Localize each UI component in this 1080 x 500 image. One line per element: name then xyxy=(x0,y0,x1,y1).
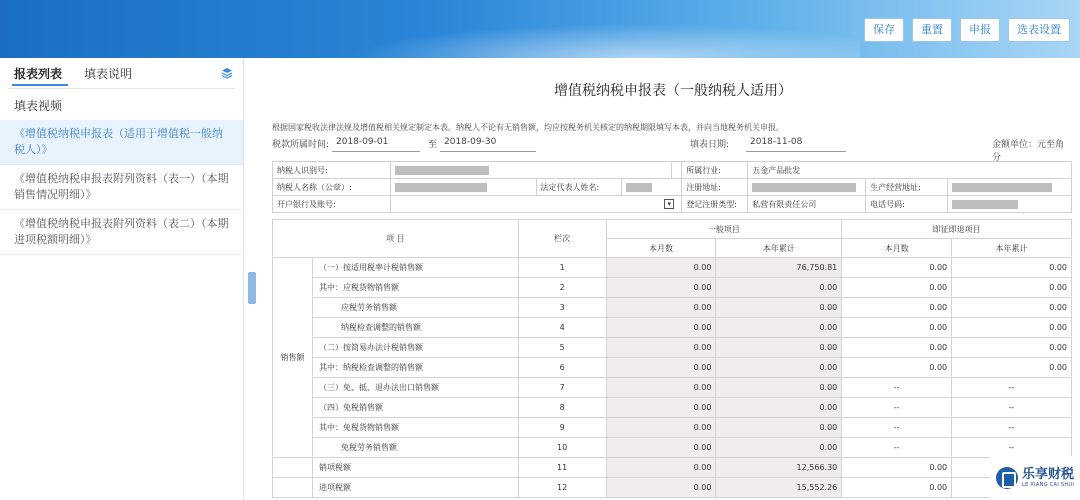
fill-date-underline xyxy=(746,151,846,152)
banner-decoration xyxy=(300,18,860,58)
row-item-label: 应税劳务销售额 xyxy=(312,298,518,318)
fill-date-label: 填表日期: xyxy=(690,140,730,150)
unit-label: 金额单位：元至角分 xyxy=(992,140,1065,163)
refund-month-value: -- xyxy=(842,398,952,418)
refund-year-value: -- xyxy=(952,398,1072,418)
row-category-blank xyxy=(273,478,313,498)
row-seq: 11 xyxy=(518,458,606,478)
header-general: 一般项目 xyxy=(606,220,842,239)
sidebar-tabs xyxy=(0,58,243,88)
brand-pinyin: LE XIANG CAI SHUI xyxy=(1022,482,1075,488)
refund-month-value[interactable]: 0.00 xyxy=(842,458,952,478)
general-month-value[interactable]: 0.00 xyxy=(606,438,716,458)
taxpayer-id-label: 纳税人识别号: xyxy=(273,162,391,179)
taxpayer-name-label: 纳税人名称（公章）: xyxy=(273,179,391,196)
brand-logo-icon xyxy=(996,467,1018,489)
refund-month-value[interactable]: 0.00 xyxy=(842,338,952,358)
refund-year-value: -- xyxy=(952,438,1072,458)
general-year-value: 15,552.26 xyxy=(716,478,842,498)
row-seq: 4 xyxy=(518,318,606,338)
header-general-month: 本月数 xyxy=(606,239,716,258)
tab-report-list[interactable]: 报表列表 xyxy=(14,66,63,81)
general-year-value: 0.00 xyxy=(716,438,842,458)
biz-address-label: 生产经营地址: xyxy=(866,179,948,196)
period-end[interactable]: 2018-09-30 xyxy=(444,137,497,147)
refund-month-value[interactable]: 0.00 xyxy=(842,298,952,318)
row-item-label: 其中：免税货物销售额 xyxy=(312,418,518,438)
row-item-label: （二）按简易办法计税销售额 xyxy=(312,338,518,358)
refund-year-value: 0.00 xyxy=(952,298,1072,318)
refund-month-value[interactable]: 0.00 xyxy=(842,478,952,498)
bank-label: 开户银行及账号: xyxy=(273,196,391,213)
table-row xyxy=(273,298,1072,318)
sidebar-item-schedule-two[interactable]: 《增值税纳税申报表附列资料（表二）（本期进项税额明细）》 xyxy=(0,210,243,255)
toolbar xyxy=(864,18,1070,42)
legal-rep-label: 法定代表人姓名: xyxy=(536,179,622,196)
declare-button[interactable]: 申报 xyxy=(960,18,1000,42)
refund-month-value[interactable]: 0.00 xyxy=(842,318,952,338)
refund-year-value: 0.00 xyxy=(952,338,1072,358)
refund-year-value: 0.00 xyxy=(952,278,1072,298)
refund-year-value: 0.00 xyxy=(952,318,1072,338)
general-month-value[interactable]: 0.00 xyxy=(606,478,716,498)
table-row xyxy=(273,278,1072,298)
header-refund: 即征即退项目 xyxy=(842,220,1072,239)
row-seq: 7 xyxy=(518,378,606,398)
row-seq: 6 xyxy=(518,358,606,378)
phone-field[interactable] xyxy=(948,196,1072,213)
reset-button[interactable]: 重置 xyxy=(912,18,952,42)
legal-rep-field[interactable] xyxy=(622,179,682,196)
reg-type-label: 登记注册类型: xyxy=(682,196,748,213)
form-note: 根据国家税收法律法规及增值税相关规定制定本表。纳税人不论有无销售额，均应按税务机关核定的纳税期限填写本表，并向当地税务机关申报。 xyxy=(272,123,784,132)
phone-label: 电话号码: xyxy=(866,196,948,213)
general-year-value: 0.00 xyxy=(716,278,842,298)
reg-address-label: 注册地址: xyxy=(682,179,748,196)
period-start[interactable]: 2018-09-01 xyxy=(336,137,389,147)
industry-label: 所属行业: xyxy=(682,162,748,179)
taxpayer-name-field[interactable] xyxy=(390,179,536,196)
general-month-value[interactable]: 0.00 xyxy=(606,318,716,338)
sidebar-item-schedule-one[interactable]: 《增值税纳税申报表附列资料（表一）（本期销售情况明细）》 xyxy=(0,165,243,210)
general-month-value[interactable]: 0.00 xyxy=(606,358,716,378)
refund-month-value[interactable]: 0.00 xyxy=(842,278,952,298)
table-row xyxy=(273,418,1072,438)
reg-address-field[interactable] xyxy=(748,179,866,196)
header-item: 项 目 xyxy=(273,220,519,258)
row-seq: 2 xyxy=(518,278,606,298)
general-year-value: 0.00 xyxy=(716,298,842,318)
row-item-label: 销项税额 xyxy=(312,458,518,478)
save-button[interactable]: 保存 xyxy=(864,18,904,42)
period-start-underline xyxy=(332,151,420,152)
row-item-label: （四）免税销售额 xyxy=(312,398,518,418)
sidebar xyxy=(0,58,244,500)
refund-month-value: -- xyxy=(842,418,952,438)
refund-month-value[interactable]: 0.00 xyxy=(842,358,952,378)
refund-month-value: -- xyxy=(842,438,952,458)
industry-value: 五金产品批发 xyxy=(748,162,1072,179)
general-month-value[interactable]: 0.00 xyxy=(606,338,716,358)
bank-select[interactable] xyxy=(390,196,681,213)
table-row xyxy=(273,398,1072,418)
row-seq: 10 xyxy=(518,438,606,458)
refund-year-value: -- xyxy=(952,378,1072,398)
general-month-value[interactable]: 0.00 xyxy=(606,278,716,298)
row-seq: 3 xyxy=(518,298,606,318)
refund-year-value: 0.00 xyxy=(952,358,1072,378)
form-title: 增值税纳税申报表（一般纳税人适用） xyxy=(554,83,792,99)
sidebar-collapse-handle[interactable] xyxy=(248,272,256,304)
header-general-year: 本年累计 xyxy=(716,239,842,258)
period-row xyxy=(272,137,1072,163)
table-row xyxy=(273,378,1072,398)
table-row xyxy=(273,458,1072,478)
row-seq: 5 xyxy=(518,338,606,358)
top-banner xyxy=(0,0,1080,58)
row-item-label: 其中：应税货物销售额 xyxy=(312,278,518,298)
row-item-label: 进项税额 xyxy=(312,478,518,498)
sidebar-item-vat-return[interactable]: 《增值税纳税申报表（适用于增值税一般纳税人）》 xyxy=(0,120,243,165)
table-row xyxy=(273,258,1072,278)
refund-year-value: -- xyxy=(952,418,1072,438)
row-seq: 8 xyxy=(518,398,606,418)
layers-icon[interactable] xyxy=(221,67,233,79)
general-year-value: 0.00 xyxy=(716,418,842,438)
general-month-value[interactable]: 0.00 xyxy=(606,398,716,418)
main-form xyxy=(266,58,1080,500)
general-month-value[interactable]: 0.00 xyxy=(606,258,716,278)
general-year-value: 0.00 xyxy=(716,378,842,398)
table-row xyxy=(273,318,1072,338)
period-label: 税款所属时间: xyxy=(272,140,330,150)
reg-type-value: 私营有限责任公司 xyxy=(748,196,866,213)
general-year-value: 0.00 xyxy=(716,358,842,378)
general-year-value: 76,750.81 xyxy=(716,258,842,278)
general-month-value[interactable]: 0.00 xyxy=(606,418,716,438)
row-seq: 1 xyxy=(518,258,606,278)
vat-return-table xyxy=(272,219,1075,498)
table-row xyxy=(273,438,1072,458)
refund-year-value: 0.00 xyxy=(952,258,1072,278)
brand-logo xyxy=(990,456,1080,500)
header-seq: 栏次 xyxy=(518,220,606,258)
row-item-label: 其中：纳税检查调整的销售额 xyxy=(312,358,518,378)
fill-video-link[interactable]: 填表视频 xyxy=(14,99,63,113)
header-refund-month: 本月数 xyxy=(842,239,952,258)
period-end-underline xyxy=(440,151,536,152)
period-to: 至 xyxy=(428,140,438,150)
taxpayer-info-table xyxy=(272,161,1072,213)
fill-date[interactable]: 2018-11-08 xyxy=(750,137,803,147)
biz-address-field[interactable] xyxy=(948,179,1072,196)
row-item-label: （一）按适用税率计税销售额 xyxy=(312,258,518,278)
row-seq: 9 xyxy=(518,418,606,438)
table-row xyxy=(273,338,1072,358)
refund-month-value: -- xyxy=(842,378,952,398)
row-item-label: 免税劳务销售额 xyxy=(312,438,518,458)
general-month-value[interactable]: 0.00 xyxy=(606,298,716,318)
table-row xyxy=(273,358,1072,378)
header-refund-year: 本年累计 xyxy=(952,239,1072,258)
active-tab-indicator xyxy=(12,84,68,86)
general-year-value: 0.00 xyxy=(716,398,842,418)
refund-month-value[interactable]: 0.00 xyxy=(842,258,952,278)
general-year-value: 0.00 xyxy=(716,318,842,338)
general-year-value: 0.00 xyxy=(716,338,842,358)
brand-name: 乐享财税 xyxy=(1022,467,1075,482)
row-seq: 12 xyxy=(518,478,606,498)
general-month-value[interactable]: 0.00 xyxy=(606,378,716,398)
table-row xyxy=(273,478,1072,498)
taxpayer-id-field[interactable] xyxy=(390,162,671,179)
row-item-label: 纳税检查调整的销售额 xyxy=(312,318,518,338)
row-item-label: （三）免、抵、退办法出口销售额 xyxy=(312,378,518,398)
chevron-down-icon[interactable]: ▾ xyxy=(664,199,674,209)
general-year-value: 12,566.30 xyxy=(716,458,842,478)
table-settings-button[interactable]: 选表设置 xyxy=(1008,18,1070,42)
row-category-blank xyxy=(273,458,313,478)
general-month-value[interactable]: 0.00 xyxy=(606,458,716,478)
tab-fill-instructions[interactable]: 填表说明 xyxy=(84,66,133,81)
category-sales: 销售额 xyxy=(273,258,313,458)
